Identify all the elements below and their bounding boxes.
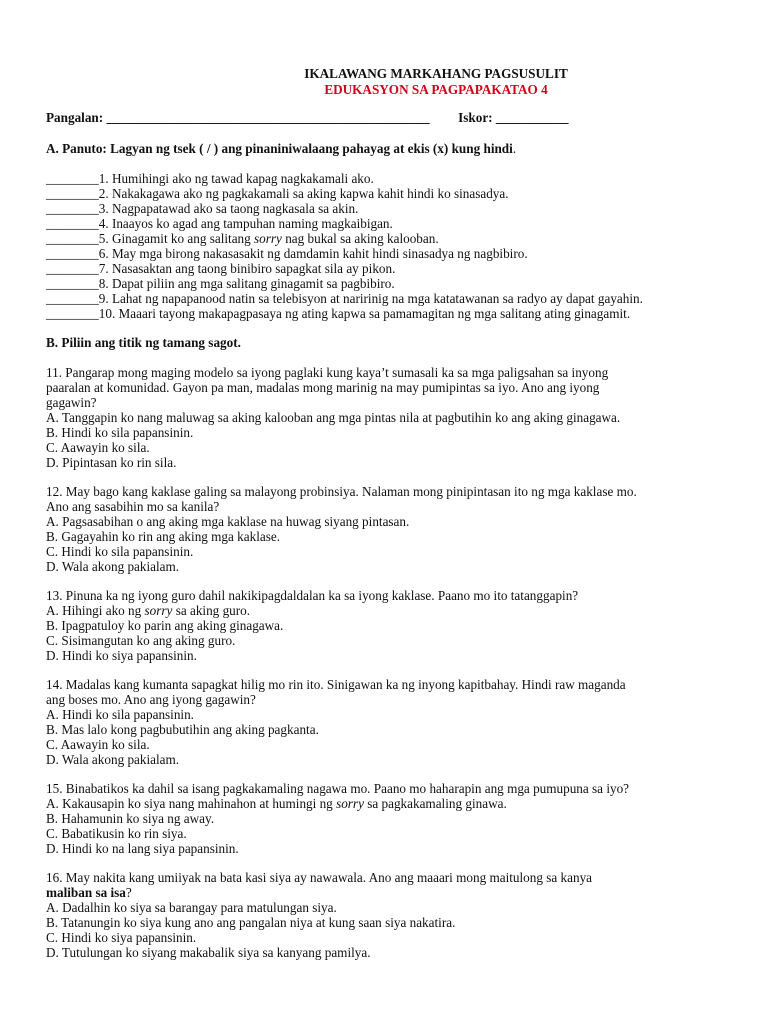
option-text: A. Dadalhin ko siya sa barangay para matulungan siya. <box>46 900 337 915</box>
answer-blank[interactable]: ________ <box>46 246 99 261</box>
option-text-italic: sorry <box>144 603 173 618</box>
question-emphasis: maliban sa isa <box>46 885 126 900</box>
answer-blank[interactable]: ________ <box>46 201 99 216</box>
item-text: Dapat piliin ang mga salitang ginagamit sa pagbibiro. <box>108 276 395 291</box>
answer-blank[interactable]: ________ <box>46 276 99 291</box>
exam-title: IKALAWANG MARKAHANG PAGSUSULIT <box>304 66 568 81</box>
question-text: Ano ang sasabihin mo sa kanila? <box>46 499 220 514</box>
option-text: D. Hindi ko siya papansinin. <box>46 648 197 663</box>
option-text: B. Hindi ko sila papansinin. <box>46 425 194 440</box>
answer-blank[interactable]: ________ <box>46 186 99 201</box>
score-field[interactable]: ___________ <box>495 110 569 125</box>
item-number: 3. <box>98 201 109 216</box>
item-text: Ginagamit ko ang salitang <box>108 231 255 246</box>
question-text: 11. Pangarap mong maging modelo sa iyong paglaki kung kaya’t sumasali ka sa mga paligsahan sa inyong <box>46 365 609 380</box>
question-text: ang boses mo. Ano ang iyong gagawin? <box>46 692 256 707</box>
answer-option[interactable] <box>46 841 736 856</box>
option-text: A. Tanggapin ko nang maluwag sa aking kalooban ang mga pintas nila at pagbutihin ko ang aking ginagawa. <box>46 410 621 425</box>
name-field[interactable]: _________________________________________________ <box>106 110 430 125</box>
answer-option[interactable] <box>46 752 736 767</box>
tf-item <box>46 306 736 321</box>
answer-option[interactable] <box>46 603 736 618</box>
answer-option[interactable] <box>46 722 736 737</box>
answer-blank[interactable]: ________ <box>46 171 99 186</box>
answer-blank[interactable]: ________ <box>46 231 99 246</box>
item-text: Lahat ng napapanood natin sa telebisyon at naririnig na mga katatawanan sa radyo ay dapat gayahin. <box>108 291 643 306</box>
item-text: Nagpapatawad ako sa taong nagkasala sa akin. <box>108 201 359 216</box>
option-text-end: sa pagkakamaling ginawa. <box>363 796 507 811</box>
answer-blank[interactable]: ________ <box>46 216 99 231</box>
option-text-italic: sorry <box>336 796 364 811</box>
question-text: paaralan at komunidad. Gayon pa man, madalas mong marinig na may pumipintas sa iyo. Ano ang iyong <box>46 380 600 395</box>
option-text: C. Sisimangutan ko ang aking guro. <box>46 633 236 648</box>
tf-item <box>46 171 736 186</box>
answer-option[interactable] <box>46 455 736 470</box>
option-text: B. Mas lalo kong pagbubutihin ang aking pagkanta. <box>46 722 319 737</box>
question-block <box>46 365 736 470</box>
answer-option[interactable] <box>46 826 736 841</box>
student-info <box>46 110 736 126</box>
answer-option[interactable] <box>46 648 736 663</box>
question-text: 12. May bago kang kaklase galing sa malayong probinsiya. Nalaman mong pinipintasan ito ng mga kaklase mo. <box>46 484 637 499</box>
option-text: B. Hahamunin ko siya ng away. <box>46 811 214 826</box>
option-text: A. Hihingi ako ng <box>46 603 145 618</box>
answer-option[interactable] <box>46 945 736 960</box>
answer-blank[interactable]: ________ <box>46 291 99 306</box>
option-text: B. Tatanungin ko siya kung ano ang pangalan niya at kung saan siya nakatira. <box>46 915 456 930</box>
item-text: Nakakagawa ako ng pagkakamali sa aking kapwa kahit hindi ko sinasadya. <box>108 186 509 201</box>
answer-option[interactable] <box>46 633 736 648</box>
option-text: B. Ipagpatuloy ko parin ang aking ginagawa. <box>46 618 284 633</box>
option-text: D. Wala akong pakialam. <box>46 752 180 767</box>
answer-option[interactable] <box>46 737 736 752</box>
question-block <box>46 677 736 767</box>
answer-option[interactable] <box>46 514 736 529</box>
item-number: 2. <box>98 186 109 201</box>
option-text: D. Hindi ko na lang siya papansinin. <box>46 841 239 856</box>
option-text: C. Aawayin ko sila. <box>46 737 150 752</box>
question-text: gagawin? <box>46 395 97 410</box>
item-number: 7. <box>98 261 109 276</box>
item-text-end: nag bukal sa aking kalooban. <box>281 231 439 246</box>
item-text: Humihingi ako ng tawad kapag nagkakamali ako. <box>108 171 374 186</box>
answer-blank[interactable]: ________ <box>46 306 99 321</box>
question-block <box>46 588 736 663</box>
item-number: 4. <box>98 216 109 231</box>
option-text: D. Tutulungan ko siyang makabalik siya sa kanyang pamilya. <box>46 945 371 960</box>
answer-option[interactable] <box>46 707 736 722</box>
item-number: 6. <box>98 246 109 261</box>
score-label: Iskor: <box>458 110 493 125</box>
item-number: 1. <box>98 171 109 186</box>
question-text: 16. May nakita kang umiiyak na bata kasi siya ay nawawala. Ano ang maaari mong maitulong sa kanya <box>46 870 593 885</box>
option-text-end: sa aking guro. <box>172 603 251 618</box>
option-text: C. Hindi ko sila papansinin. <box>46 544 194 559</box>
answer-option[interactable] <box>46 796 736 811</box>
subject-title: EDUKASYON SA PAGPAPAKATAO 4 <box>324 82 548 97</box>
item-text: May mga birong nakasasakit ng damdamin kahit hindi sinasadya ng nagbibiro. <box>108 246 528 261</box>
option-text: D. Pipintasan ko rin sila. <box>46 455 177 470</box>
item-text: Maaari tayong makapagpasaya ng ating kapwa sa pamamagitan ng mga salitang ating ginagamit. <box>115 306 631 321</box>
question-block <box>46 781 736 856</box>
question-end: ? <box>125 885 132 900</box>
answer-option[interactable] <box>46 529 736 544</box>
exam-page <box>46 66 736 960</box>
question-text <box>46 885 736 900</box>
answer-option[interactable] <box>46 900 736 915</box>
tf-item <box>46 246 736 261</box>
answer-option[interactable] <box>46 559 736 574</box>
question-block <box>46 870 736 960</box>
option-text: C. Babatikusin ko rin siya. <box>46 826 187 841</box>
multiple-choice-list <box>46 365 736 960</box>
name-label: Pangalan: <box>46 110 104 125</box>
option-text: B. Gagayahin ko rin ang aking mga kaklase. <box>46 529 281 544</box>
option-text: A. Hindi ko sila papansinin. <box>46 707 194 722</box>
tf-item <box>46 276 736 291</box>
section-b-instruction: B. Piliin ang titik ng tamang sagot. <box>46 335 241 350</box>
answer-option[interactable] <box>46 930 736 945</box>
tf-item <box>46 201 736 216</box>
option-text: A. Kakausapin ko siya nang mahinahon at humingi ng <box>46 796 337 811</box>
item-number: 8. <box>98 276 109 291</box>
tf-item <box>46 186 736 201</box>
item-number: 10. <box>98 306 116 321</box>
answer-option[interactable] <box>46 618 736 633</box>
item-text: Nasasaktan ang taong binibiro sapagkat sila ay pikon. <box>108 261 396 276</box>
answer-blank[interactable]: ________ <box>46 261 99 276</box>
answer-option[interactable] <box>46 544 736 559</box>
question-text: 13. Pinuna ka ng iyong guro dahil nakikipagdaldalan ka sa iyong kaklase. Paano mo ito tatanggapin? <box>46 588 579 603</box>
item-text: Inaayos ko agad ang tampuhan naming magkaibigan. <box>108 216 393 231</box>
item-number: 5. <box>98 231 109 246</box>
true-false-list <box>46 171 736 321</box>
option-text: A. Pagsasabihan o ang aking mga kaklase na huwag siyang pintasan. <box>46 514 410 529</box>
question-text: 14. Madalas kang kumanta sapagkat hilig mo rin ito. Sinigawan ka ng inyong kapitbahay. Hindi raw maganda <box>46 677 626 692</box>
tf-item <box>46 261 736 276</box>
answer-option[interactable] <box>46 425 736 440</box>
item-text-italic: sorry <box>254 231 282 246</box>
tf-item <box>46 216 736 231</box>
answer-option[interactable] <box>46 811 736 826</box>
answer-option[interactable] <box>46 915 736 930</box>
tf-item <box>46 231 736 246</box>
tf-item <box>46 291 736 306</box>
answer-option[interactable] <box>46 410 736 425</box>
answer-option[interactable] <box>46 440 736 455</box>
option-text: C. Hindi ko siya papansinin. <box>46 930 197 945</box>
option-text: C. Aawayin ko sila. <box>46 440 150 455</box>
question-text: 15. Binabatikos ka dahil sa isang pagkakamaling nagawa mo. Paano mo haharapin ang mga pumupuna sa iyo? <box>46 781 630 796</box>
question-block <box>46 484 736 574</box>
option-text: D. Wala akong pakialam. <box>46 559 180 574</box>
section-a-instruction: A. Panuto: Lagyan ng tsek ( / ) ang pinaniniwalaang pahayag at ekis (x) kung hindi. <box>46 141 517 156</box>
item-number: 9. <box>98 291 109 306</box>
